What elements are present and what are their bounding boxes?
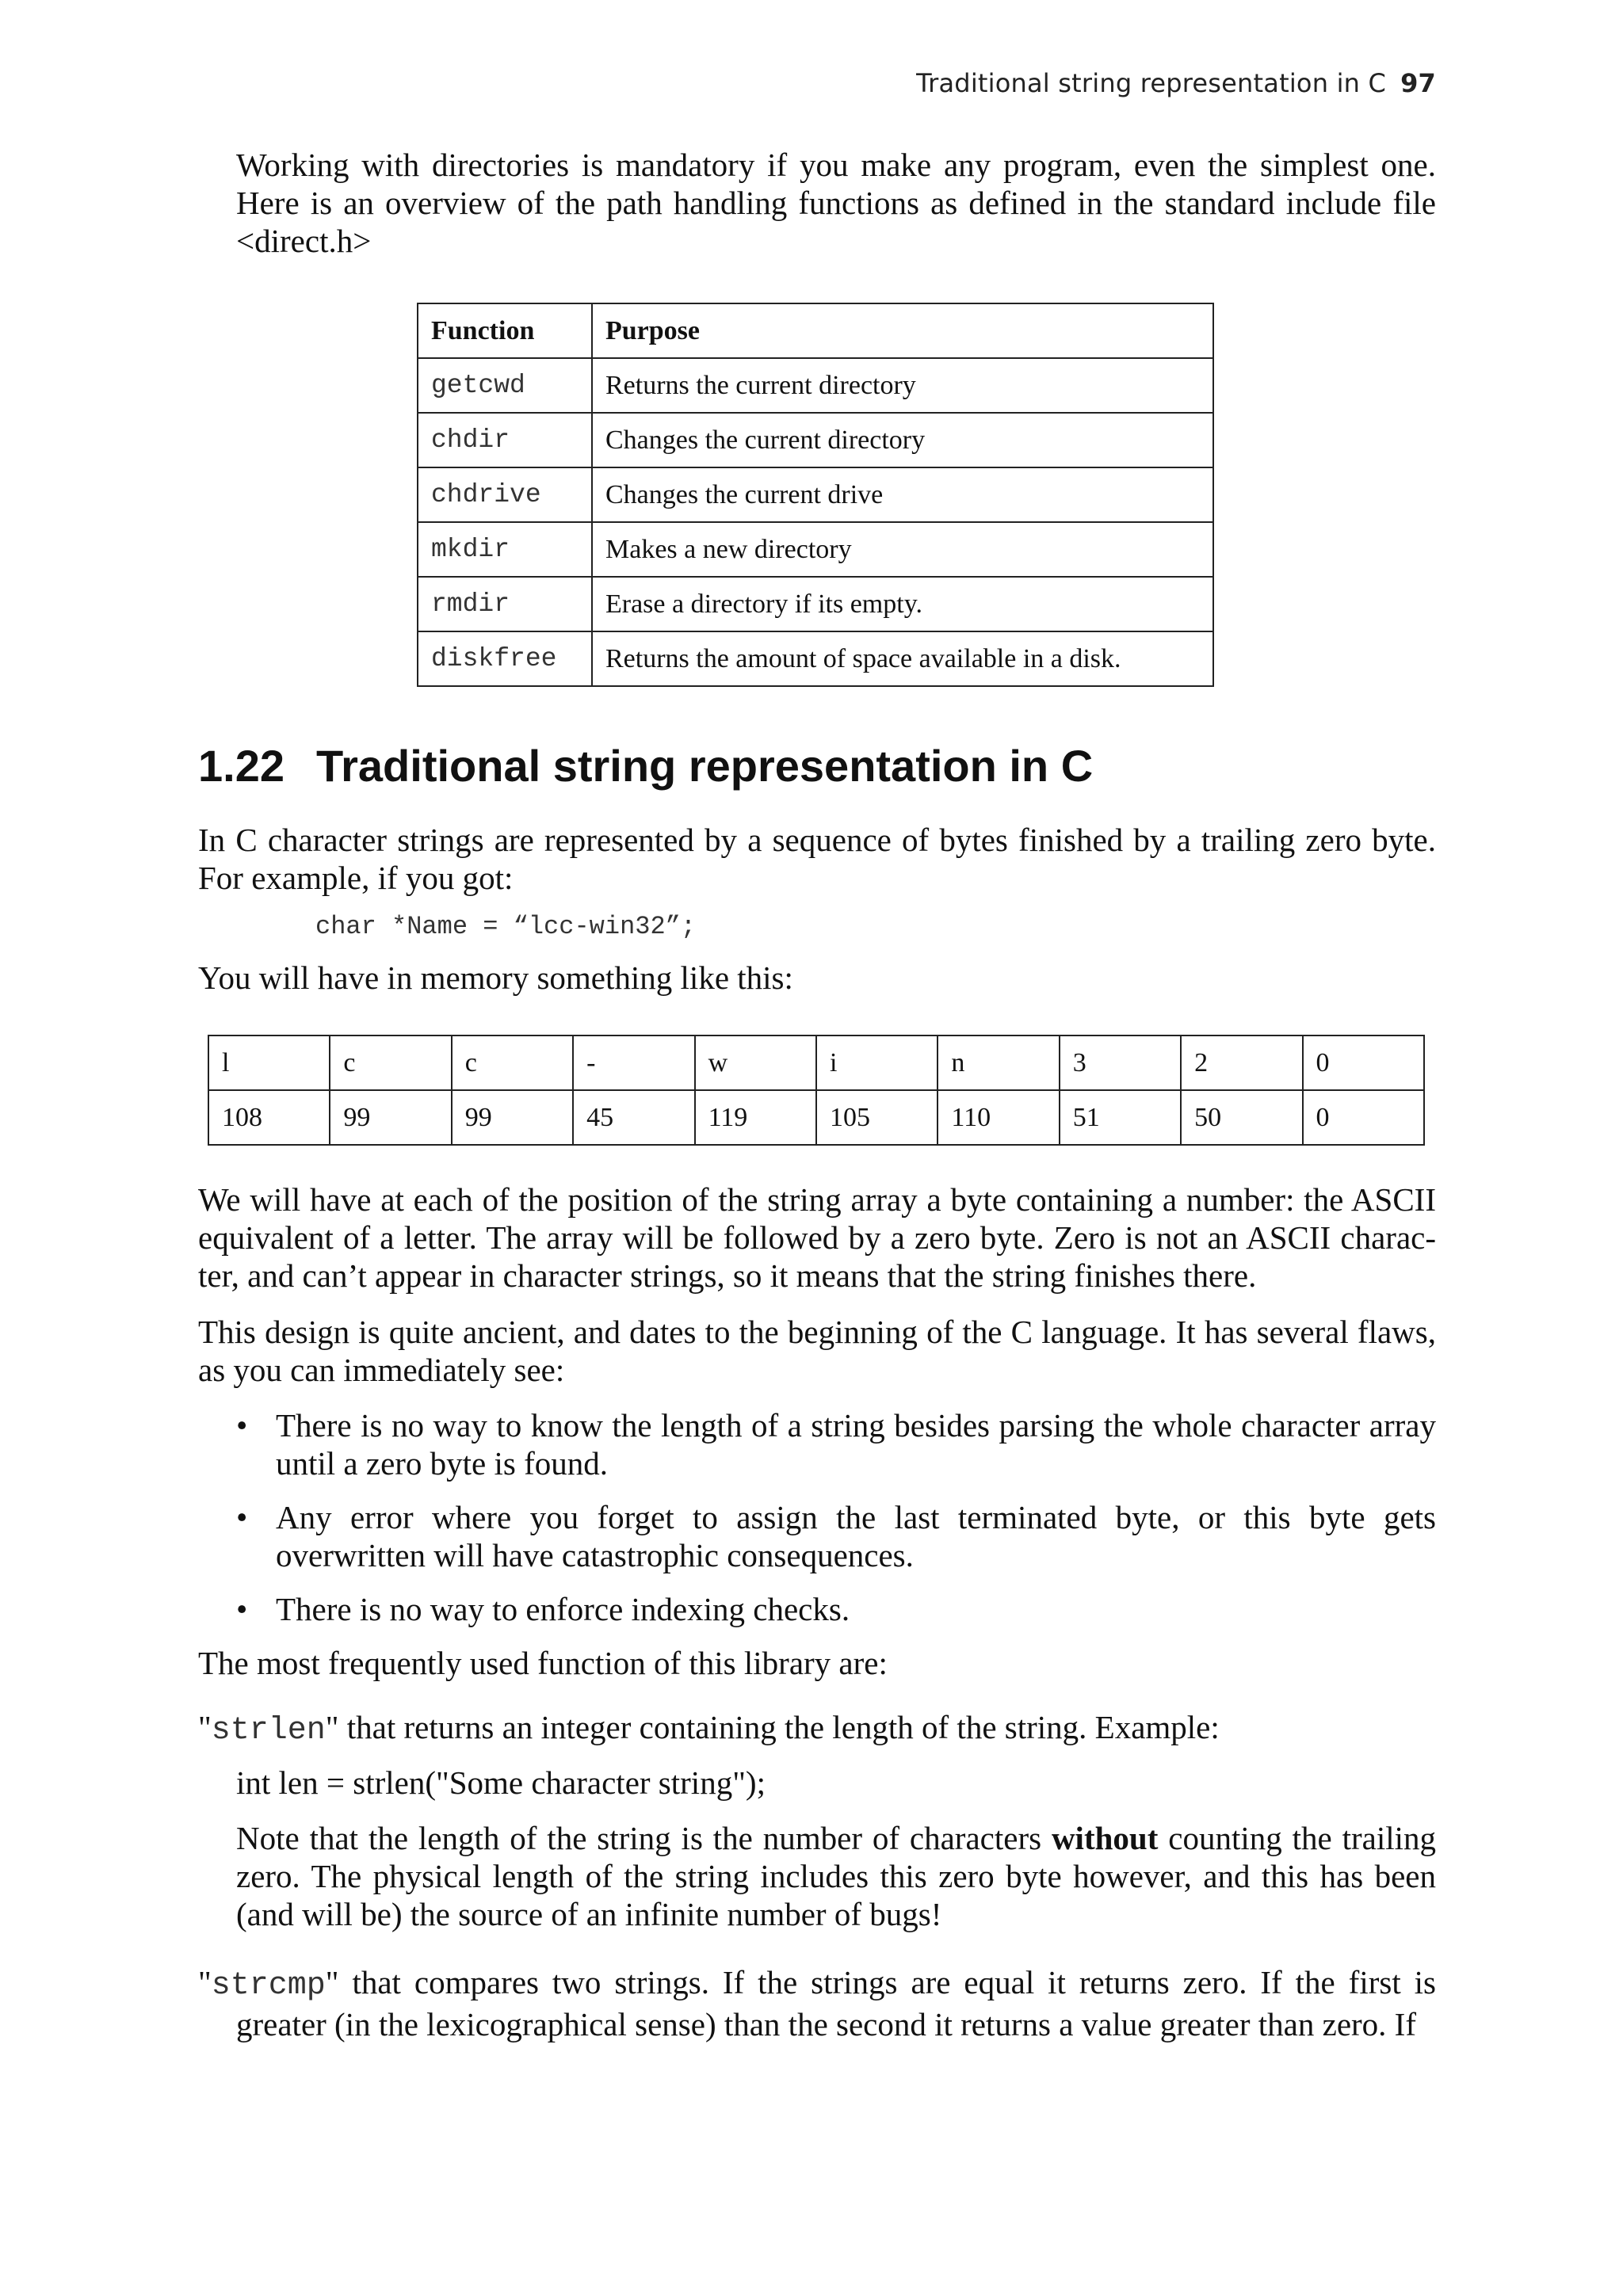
strcmp-name: strcmp (211, 1968, 326, 2004)
code-cell: 108 (208, 1090, 330, 1145)
function-purpose-cell: Changes the current drive (592, 467, 1213, 522)
strcmp-definition (198, 1963, 1436, 2043)
strlen-name: strlen (211, 1713, 326, 1749)
design-paragraph: This design is quite ancient, and dates to the beginning of the C language. It has several flaws, as you can immediately see: (198, 1314, 1436, 1388)
quote-close: " (325, 1964, 339, 2000)
memory-layout-table (208, 1035, 1425, 1146)
section-title: Traditional string representation in C (316, 741, 1094, 791)
frequent-functions-paragraph: The most frequently used function of this library are: (198, 1645, 888, 1681)
flaws-list (236, 1406, 1436, 1644)
strlen-note (236, 1819, 1436, 1933)
running-header (916, 68, 1436, 98)
code-cell: 119 (695, 1090, 816, 1145)
strlen-definition (198, 1708, 1436, 1750)
running-title: Traditional string representation in C (916, 68, 1387, 98)
characters-row (208, 1035, 1424, 1090)
table-row (418, 358, 1213, 413)
function-purpose-cell: Changes the current directory (592, 413, 1213, 467)
function-name-cell: chdir (418, 413, 592, 467)
strlen-description: that returns an integer containing the length of the string. Example: (338, 1709, 1220, 1745)
intro-paragraph: Working with directories is mandatory if you make any program, even the simplest one. Here is an overview of the path handling functions as defined in the standard include file <direct.h> (236, 147, 1436, 259)
functions-table (417, 303, 1214, 687)
code-cell: 99 (452, 1090, 573, 1145)
function-name-cell: diskfree (418, 631, 592, 686)
functions-table-header (418, 303, 1213, 358)
function-name-cell: chdrive (418, 467, 592, 522)
char-cell: 0 (1303, 1035, 1424, 1090)
list-item-text: There is no way to know the length of a string besides parsing the whole character array until a zero byte is found. (276, 1407, 1436, 1482)
char-cell: w (695, 1035, 816, 1090)
list-item-text: There is no way to enforce indexing checks. (276, 1591, 850, 1627)
quote-close: " (325, 1709, 339, 1745)
char-cell: i (816, 1035, 938, 1090)
strcmp-description: that compares two strings. If the strings are equal it returns zero. If the first is greater (in the lexicographical sense) than the second it returns a value greater than zero. If (236, 1964, 1436, 2042)
column-header-function: Function (418, 303, 592, 358)
bullet: • (236, 1591, 248, 1627)
bullet: • (236, 1499, 248, 1535)
strlen-example: int len = strlen("Some character string"); (236, 1764, 766, 1801)
column-header-purpose: Purpose (592, 303, 1213, 358)
function-purpose-cell: Returns the current directory (592, 358, 1213, 413)
function-purpose-cell: Returns the amount of space available in a disk. (592, 631, 1213, 686)
char-cell: c (452, 1035, 573, 1090)
note-text-end: counting the trailing zero. The physical length of the string includes this zero byte however, and this has been (and will be) the source of an infinite number of bugs! (236, 1820, 1437, 1932)
table-row (418, 631, 1213, 686)
memory-paragraph: You will have in memory something like this: (198, 959, 793, 996)
char-cell: n (938, 1035, 1059, 1090)
table-row (418, 577, 1213, 631)
code-cell: 99 (330, 1090, 451, 1145)
code-cell: 0 (1303, 1090, 1424, 1145)
codes-row (208, 1090, 1424, 1145)
quote-open: " (198, 1709, 212, 1745)
function-name-cell: mkdir (418, 522, 592, 577)
quote-open: " (198, 1964, 212, 2000)
page-number: 97 (1400, 68, 1436, 98)
function-purpose-cell: Erase a directory if its empty. (592, 577, 1213, 631)
note-emphasis: without (1051, 1820, 1159, 1856)
table-row (418, 467, 1213, 522)
code-cell: 45 (573, 1090, 694, 1145)
char-cell: - (573, 1035, 694, 1090)
char-cell: c (330, 1035, 451, 1090)
section-heading (198, 740, 1093, 791)
note-text-start: Note that the length of the string is the number of characters (236, 1820, 1052, 1856)
table-row (418, 413, 1213, 467)
ascii-paragraph: We will have at each of the position of the string array a byte containing a number: the ASCII equivalent of a letter. The array will be followed by a zero byte. Zero is not an ASCII charac-ter, and can’t appear in character strings, so it means that the string finishes there. (198, 1181, 1436, 1294)
code-cell: 110 (938, 1090, 1059, 1145)
bullet: • (236, 1407, 248, 1444)
code-cell: 51 (1060, 1090, 1181, 1145)
code-example: char *Name = “lcc-win32”; (315, 912, 697, 941)
char-cell: 2 (1181, 1035, 1302, 1090)
list-item (236, 1498, 1436, 1574)
function-name-cell: getcwd (418, 358, 592, 413)
code-cell: 50 (1181, 1090, 1302, 1145)
list-item-text: Any error where you forget to assign the last terminated byte, or this byte gets overwritten will have catastrophic consequences. (276, 1499, 1436, 1573)
char-cell: 3 (1060, 1035, 1181, 1090)
code-cell: 105 (816, 1090, 938, 1145)
list-item (236, 1590, 1436, 1628)
function-purpose-cell: Makes a new directory (592, 522, 1213, 577)
char-cell: l (208, 1035, 330, 1090)
table-row (418, 522, 1213, 577)
strings-paragraph: In C character strings are represented by a sequence of bytes finished by a trailing zero byte. For example, if you got: (198, 822, 1436, 896)
list-item (236, 1406, 1436, 1482)
section-number: 1.22 (198, 741, 285, 791)
function-name-cell: rmdir (418, 577, 592, 631)
